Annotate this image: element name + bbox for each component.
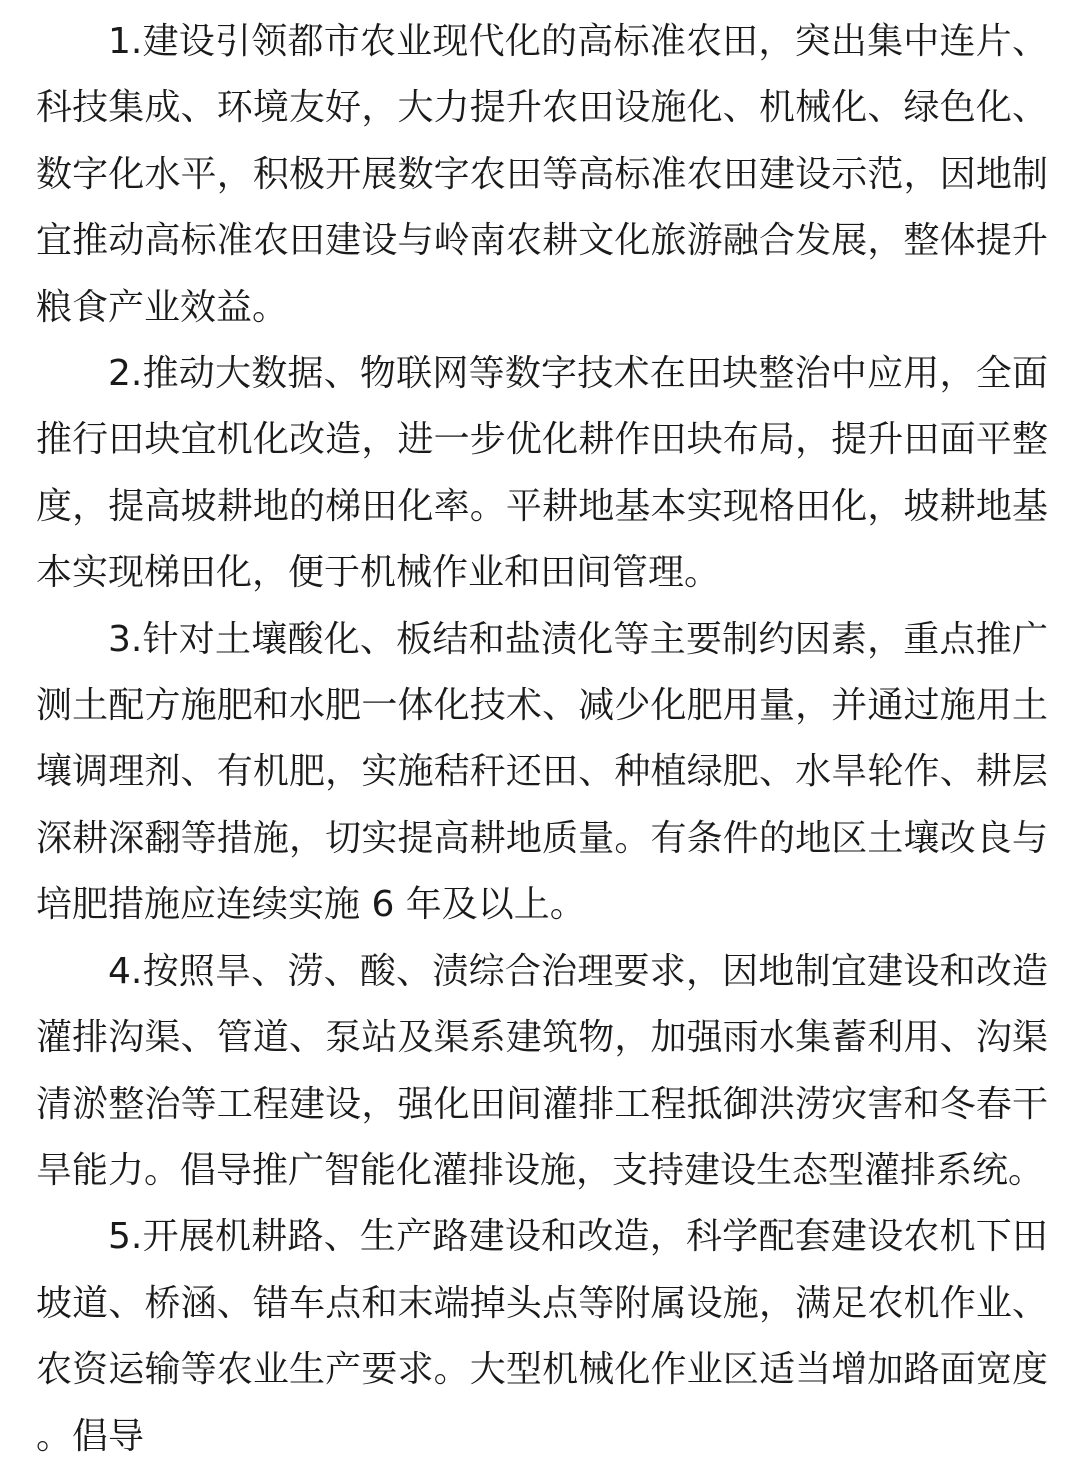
paragraph-1: 1.建设引领都市农业现代化的高标准农田，突出集中连片、科技集成、环境友好，大力提升农田设施化、机械化、绿色化、数字化水平，积极开展数字农田等高标准农田建设示范，因地制宜推动高标准农田建设与岭南农耕文化旅游融合发展，整体提升粮食产业效益。 bbox=[36, 21, 1048, 328]
paragraph-4: 4.按照旱、涝、酸、渍综合治理要求，因地制宜建设和改造灌排沟渠、管道、泵站及渠系建筑物，加强雨水集蓄利用、沟渠清淤整治等工程建设，强化田间灌排工程抵御洪涝灾害和冬春干旱能力。倡导推广智能化灌排设施，支持建设生态型灌排系统。 bbox=[36, 950, 1048, 1191]
paragraph-3: 3.针对土壤酸化、板结和盐渍化等主要制约因素，重点推广测土配方施肥和水肥一体化技术、减少化肥用量，并通过施用土壤调理剂、有机肥，实施秸秆还田、种植绿肥、水旱轮作、耕层深耕深翻等措施，切实提高耕地质量。有条件的地区土壤改良与培肥措施应连续实施 6 年及以上。 bbox=[36, 618, 1048, 926]
paragraph-2: 2.推动大数据、物联网等数字技术在田块整治中应用，全面推行田块宜机化改造，进一步优化耕作田块布局，提升田面平整度，提高坡耕地的梯田化率。平耕地基本实现格田化，坡耕地基本实现梯田化，便于机械作业和田间管理。 bbox=[36, 353, 1048, 594]
paragraph-5: 5.开展机耕路、生产路建设和改造，科学配套建设农机下田坡道、桥涵、错车点和末端掉头点等附属设施，满足农机作业、农资运输等农业生产要求。大型机械化作业区适当增加路面宽度。倡导 bbox=[36, 1216, 1048, 1457]
document-page bbox=[36, 0, 1048, 1457]
